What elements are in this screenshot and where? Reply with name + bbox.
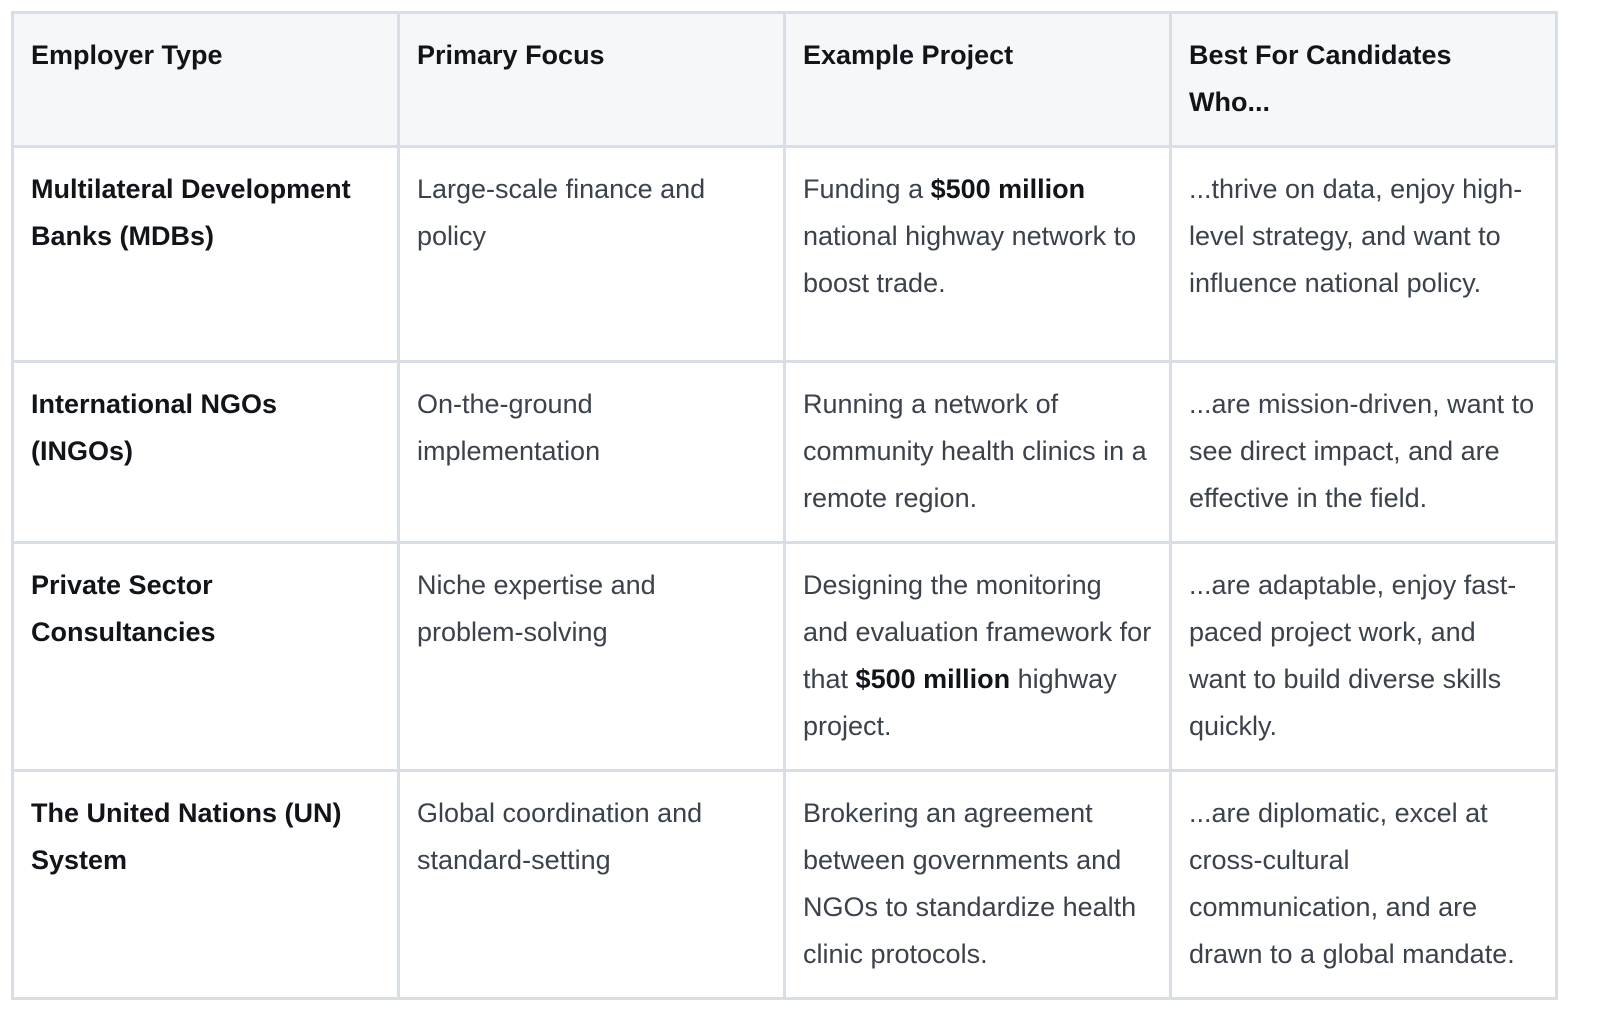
employer-type-cell: International NGOs (INGOs) [13,362,399,543]
table-row [13,147,1557,362]
header-example-project: Example Project [785,13,1171,147]
best-for-cell: ...are adaptable, enjoy fast-paced project work, and want to build diverse skills quickly. [1171,543,1557,771]
example-project-cell [785,147,1171,362]
employer-comparison-table [11,11,1558,1000]
header-best-for-candidates: Best For Candidates Who... [1171,13,1557,147]
example-segment: Brokering an agreement between governments and NGOs to standardize health clinic protocols. [803,798,1137,969]
example-project-cell [785,771,1171,999]
primary-focus-cell: Niche expertise and problem-solving [399,543,785,771]
example-segment: Designing the monitoring and evaluation framework for that [803,570,1152,694]
employer-comparison-table-container [11,11,1558,1000]
best-for-cell: ...are diplomatic, excel at cross-cultural communication, and are drawn to a global mandate. [1171,771,1557,999]
employer-type-cell: The United Nations (UN) System [13,771,399,999]
primary-focus-cell: Large-scale finance and policy [399,147,785,362]
example-highlight: $500 million [855,664,1011,694]
employer-type-cell: Private Sector Consultancies [13,543,399,771]
example-project-cell [785,543,1171,771]
primary-focus-cell: Global coordination and standard-setting [399,771,785,999]
best-for-cell: ...are mission-driven, want to see direct impact, and are effective in the field. [1171,362,1557,543]
example-highlight: $500 million [930,174,1086,204]
best-for-cell: ...thrive on data, enjoy high-level strategy, and want to influence national policy. [1171,147,1557,362]
header-employer-type: Employer Type [13,13,399,147]
example-segment: highway project. [803,664,1117,741]
example-segment: national highway network to boost trade. [803,221,1137,298]
header-primary-focus: Primary Focus [399,13,785,147]
example-segment: Funding a [803,174,931,204]
example-project-cell [785,362,1171,543]
example-segment: Running a network of community health clinics in a remote region. [803,389,1147,513]
table-header [13,13,1557,147]
table-body [13,147,1557,999]
primary-focus-cell: On-the-ground implementation [399,362,785,543]
employer-type-cell: Multilateral Development Banks (MDBs) [13,147,399,362]
header-row [13,13,1557,147]
table-row [13,543,1557,771]
table-row [13,362,1557,543]
table-row [13,771,1557,999]
